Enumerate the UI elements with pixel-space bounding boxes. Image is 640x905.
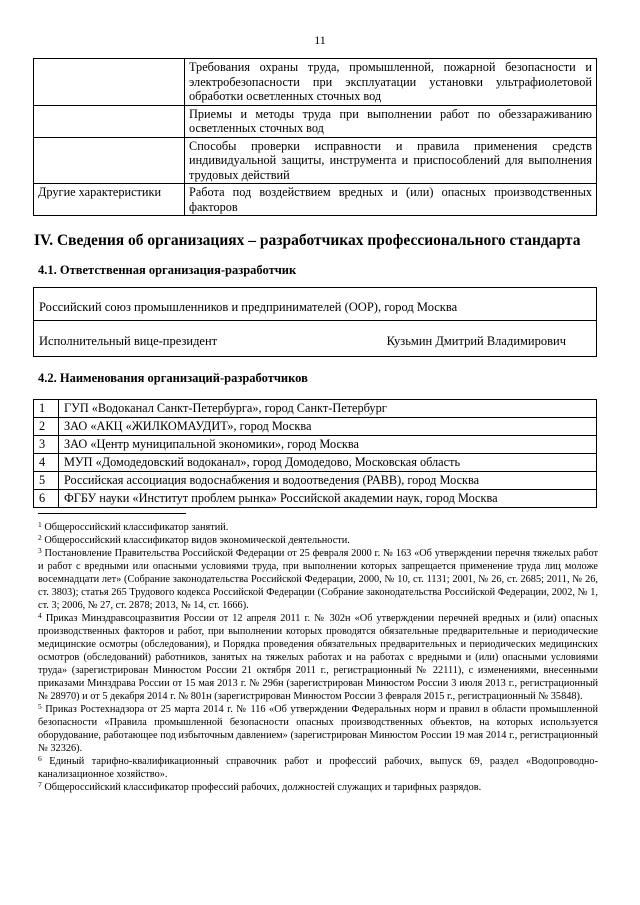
row-number: 4 xyxy=(34,454,59,472)
developers-table xyxy=(33,399,597,508)
table-row xyxy=(34,184,597,216)
footnote: $^5$ Приказ Ростехнадзора от 25 марта 2014 г. № 116 «Об утверждении Федеральных норм и правил в области промышленной безопасности «Правила промышленной безопасности опасных производственных объектов, на которых используется оборудование, работающее под избыточным давлением» (зарегистрирован Минюстом России 19 мая 2014 г., регистрационный № 32326). xyxy=(38,702,598,754)
footnote: $^7$ Общероссийский классификатор профессий рабочих, должностей служащих и тарифных разрядов. xyxy=(38,780,482,793)
qualification-table xyxy=(33,58,597,216)
footnote: $^6$ Единый тарифно-квалификационный справочник работ и профессий рабочих, выпуск 69, раздел «Водопроводно-канализационное хозяйство». xyxy=(38,754,598,780)
table-row xyxy=(34,59,597,106)
row-number: 2 xyxy=(34,418,59,436)
footnote: $^3$ Постановление Правительства Российской Федерации от 25 февраля 2000 г. № 163 «Об утверждении перечня тяжелых работ и работ с вредными или опасными условиями труда, при выполнении которых запрещается применение труда лиц моложе восемнадцати лет» (Собрание законодательства Российской Федерации, 2000, № 10, ст. 1131; 2001, № 26, ст. 2685; 2011, № 26, ст. 3803); статья 265 Трудового кодекса Российской Федерации (Собрание законодательства Российской Федерации, 2002, № 1, ст. 3; 2006, № 27, ст. 2878; 2013, № 14, ст. 1666). xyxy=(38,546,598,611)
footnote-separator xyxy=(38,513,186,514)
row-number: 6 xyxy=(34,490,59,508)
row-text: Приемы и методы труда при выполнении работ по обеззараживанию осветленных сточных вод xyxy=(185,105,597,137)
table-row xyxy=(34,436,597,454)
organization-name: ГУП «Водоканал Санкт-Петербурга», город Санкт-Петербург xyxy=(59,400,597,418)
footnote: $^4$ Приказ Минздравсоцразвития России от 12 апреля 2011 г. № 302н «Об утверждении перечней вредных и (или) опасных производственных факторов и работ, при выполнении которых проводятся обязательные предварительные и периодические медицинские осмотры (обследования), и Порядка проведения обязательных предварительных и периодических медицинских осмотров (обследований) работников, занятых на тяжелых работах и на работах с вредными и (или) опасными условиями труда» (зарегистрирован Минюстом России 21 октября 2011 г., регистрационный № 22111), с изменениями, внесенными приказами Минздрава России от 15 мая 2013 г. № 296н (зарегистрирован Минюстом России 3 июля 2013 г., регистрационный № 28970) и от 5 декабря 2014 г. № 801н (зарегистрирован Минюстом России 3 февраля 2015 г., регистрационный № 35848). xyxy=(38,611,598,702)
organization-name: ЗАО «АКЦ «ЖИЛКОМАУДИТ», город Москва xyxy=(59,418,597,436)
organization-name: Российская ассоциация водоснабжения и водоотведения (РАВВ), город Москва xyxy=(59,472,597,490)
row-number: 5 xyxy=(34,472,59,490)
row-label xyxy=(34,105,185,137)
footnote: $^1$ Общероссийский классификатор занятий. xyxy=(38,520,229,533)
table-row xyxy=(34,418,597,436)
responsible-organization-box xyxy=(33,287,597,357)
responsible-position: Исполнительный вице-президент xyxy=(39,334,218,348)
organization-name: ФГБУ науки «Институт проблем рынка» Российской академии наук, город Москва xyxy=(59,490,597,508)
page-number: 11 xyxy=(314,33,326,47)
row-text: Способы проверки исправности и правила применения средств индивидуальной защиты, инструмента и приспособлений для выполнения трудовых действий xyxy=(185,137,597,184)
organization-name: ЗАО «Центр муниципальной экономики», город Москва xyxy=(59,436,597,454)
row-label: Другие характеристики xyxy=(34,184,185,216)
row-number: 1 xyxy=(34,400,59,418)
table-row xyxy=(34,490,597,508)
divider xyxy=(34,320,596,321)
row-text: Требования охраны труда, промышленной, пожарной безопасности и электробезопасности при эксплуатации установки ультрафиолетовой обработки осветленных сточных вод xyxy=(185,59,597,106)
row-label xyxy=(34,59,185,106)
table-row xyxy=(34,105,597,137)
organization-name: МУП «Домодедовский водоканал», город Домодедово, Московская область xyxy=(59,454,597,472)
responsible-organization: Российский союз промышленников и предпринимателей (ООР), город Москва xyxy=(39,300,458,314)
developers-heading: 4.2. Наименования организаций-разработчиков xyxy=(38,371,308,385)
footnotes xyxy=(38,521,598,794)
responsible-name: Кузьмин Дмитрий Владимирович xyxy=(386,334,566,348)
table-row xyxy=(34,400,597,418)
footnote: $^2$ Общероссийский классификатор видов экономической деятельности. xyxy=(38,533,350,546)
table-row xyxy=(34,472,597,490)
table-row xyxy=(34,454,597,472)
row-label xyxy=(34,137,185,184)
table-row xyxy=(34,137,597,184)
section-title: IV. Сведения об организациях – разработчиках профессионального стандарта xyxy=(34,232,581,249)
row-number: 3 xyxy=(34,436,59,454)
responsible-heading: 4.1. Ответственная организация-разработчик xyxy=(38,263,297,277)
row-text: Работа под воздействием вредных и (или) опасных производственных факторов xyxy=(185,184,597,216)
